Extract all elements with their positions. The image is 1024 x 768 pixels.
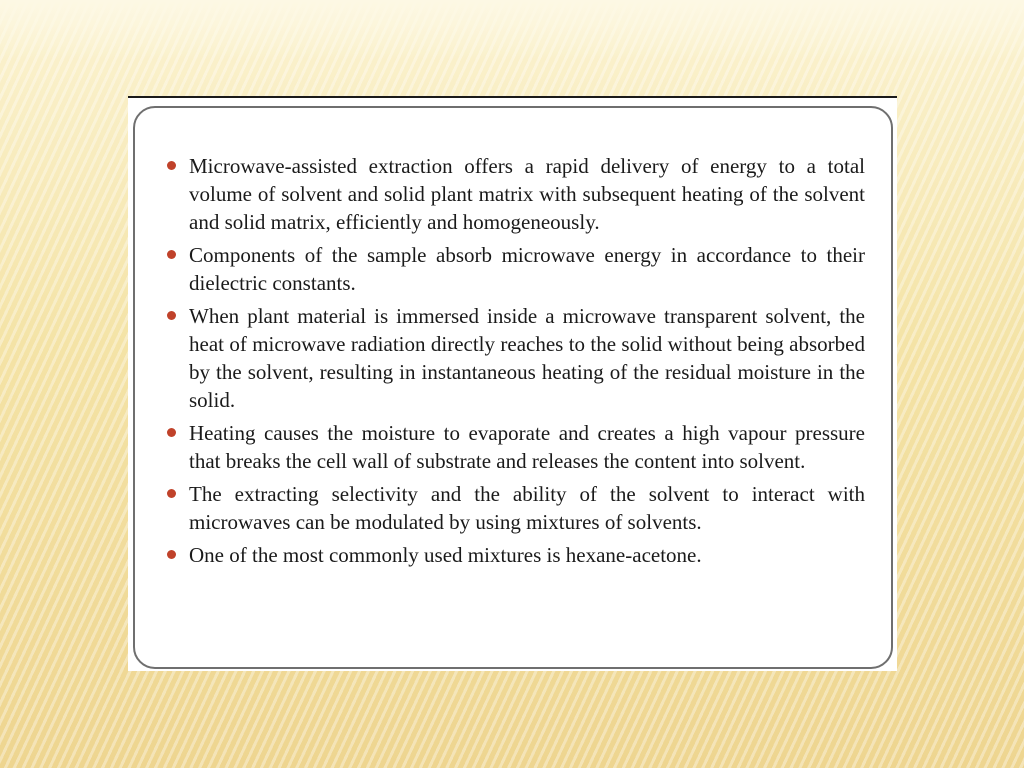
bullet-item-6 (165, 541, 865, 569)
bullet-item-4 (165, 419, 865, 475)
bullet-dot-icon (167, 428, 176, 437)
bullet-dot-icon (167, 489, 176, 498)
bullet-item-1 (165, 152, 865, 236)
slide-content-image (128, 96, 897, 671)
rounded-text-panel (133, 106, 893, 669)
bullet-text: The extracting selectivity and the ability of the solvent to interact with microwaves can be modulated by using mixtures of solvents. (189, 482, 865, 534)
bullet-dot-icon (167, 161, 176, 170)
bullet-dot-icon (167, 250, 176, 259)
bullet-item-5 (165, 480, 865, 536)
bullet-text: When plant material is immersed inside a microwave transparent solvent, the heat of microwave radiation directly reaches to the solid without being absorbed by the solvent, resulting in instantaneous heating of the residual moisture in the solid. (189, 304, 865, 412)
bullet-text: Components of the sample absorb microwave energy in accordance to their dielectric constants. (189, 243, 865, 295)
bullet-text: Microwave-assisted extraction offers a rapid delivery of energy to a total volume of solvent and solid plant matrix with subsequent heating of the solvent and solid matrix, efficiently and homogeneously. (189, 154, 865, 234)
bullet-text: Heating causes the moisture to evaporate and creates a high vapour pressure that breaks the cell wall of substrate and releases the content into solvent. (189, 421, 865, 473)
bullet-dot-icon (167, 311, 176, 320)
slide-background-band (0, 0, 1024, 60)
bullet-text: One of the most commonly used mixtures is hexane-acetone. (189, 543, 702, 567)
bullet-list (165, 152, 865, 574)
bullet-item-3 (165, 302, 865, 414)
bullet-item-2 (165, 241, 865, 297)
bullet-dot-icon (167, 550, 176, 559)
